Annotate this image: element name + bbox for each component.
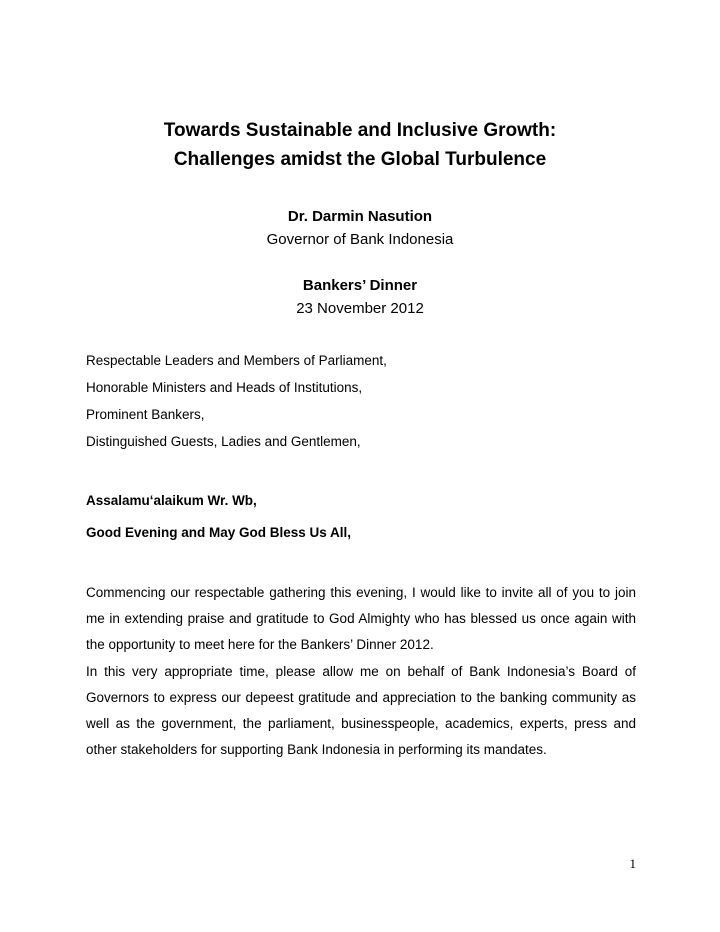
body-paragraph-2: In this very appropriate time, please allow me on behalf of Bank Indonesia’s Board of Governors to express our depeest gratitude and appreciation to the banking community as well as the government, the parliament, businesspeople, academics, experts, press and other stakeholders for supporting Bank Indonesia in performing its mandates. <box>86 664 636 757</box>
salutation-line: Respectable Leaders and Members of Parliament, <box>86 353 387 368</box>
event-date: 23 November 2012 <box>296 300 424 317</box>
speaker-role: Governor of Bank Indonesia <box>266 231 454 248</box>
body-paragraph-1: Commencing our respectable gathering this evening, I would like to invite all of you to join me in extending praise and gratitude to God Almighty who has blessed us once again with the opportunity to meet here for the Bankers’ Dinner 2012. <box>86 585 636 652</box>
greeting-good-evening: Good Evening and May God Bless Us All, <box>86 525 352 540</box>
event-name: Bankers’ Dinner <box>302 277 418 294</box>
document-title-line-1: Towards Sustainable and Inclusive Growth: <box>163 120 557 141</box>
speaker-name: Dr. Darmin Nasution <box>287 208 433 225</box>
page-number: 1 <box>629 856 636 871</box>
salutation-list <box>86 347 387 455</box>
salutation-line: Distinguished Guests, Ladies and Gentlemen, <box>86 434 361 449</box>
document-title-line-2: Challenges amidst the Global Turbulence <box>173 149 547 170</box>
salutation-line: Honorable Ministers and Heads of Institutions, <box>86 380 363 395</box>
greeting-assalamualaikum: Assalamu‘alaikum Wr. Wb, <box>86 493 257 508</box>
salutation-line: Prominent Bankers, <box>86 407 205 422</box>
